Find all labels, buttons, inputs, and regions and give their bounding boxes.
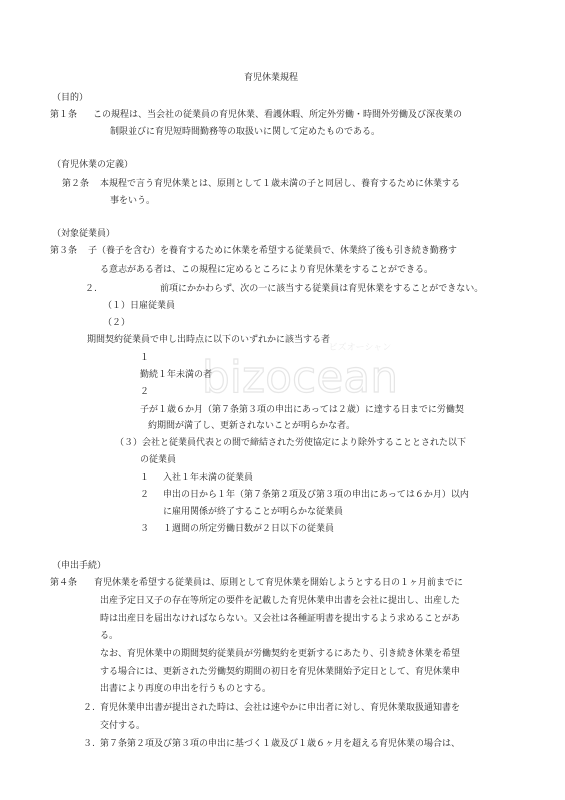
article-3-paragraph-text: 前項にかかわらず、次の一に該当する従業員は育児休業をすることができない。 bbox=[160, 284, 484, 294]
article-3-heading: （対象従業員） bbox=[52, 229, 116, 239]
list-item: （３）会社と従業員代表との間で締結された労使協定により除外することとされた以下 bbox=[115, 438, 467, 448]
article-3-text: る意志がある者は、この規程に定めるところにより育児休業をすることができる。 bbox=[100, 265, 434, 275]
article-4-heading: （申出手続） bbox=[52, 561, 107, 571]
article-4-text: 時は出産日を届出なければならない。又会社は各種証明書を提出するよう求めることがあ bbox=[100, 614, 461, 624]
list-item: の従業員 bbox=[140, 455, 177, 465]
sub-item-text: 約期間が満了し、更新されないことが明らかな者。 bbox=[148, 421, 356, 431]
list-item-text: 期間契約従業員で申し出時点に以下のいずれかに該当する者 bbox=[87, 335, 331, 345]
document-title: 育児休業規程 bbox=[244, 73, 299, 83]
article-3-paragraph-number: ２. bbox=[85, 284, 97, 294]
article-1-number: 第１条 bbox=[50, 110, 78, 120]
article-3-text: 子（養子を含む）を養育するために休業を希望する従業員で、休業終了後も引き続き勤務す bbox=[88, 246, 457, 256]
article-4-number: 第４条 bbox=[50, 578, 78, 588]
article-2-text: 事をいう。 bbox=[110, 196, 156, 206]
watermark-logo: bizocean bbox=[201, 352, 399, 403]
article-4-paragraph-text: 育児休業申出書が提出された時は、会社は速やかに申出者に対し、育児休業取扱通知書を bbox=[100, 703, 461, 713]
sub-item-text: に雇用関係が終了することが明らかな従業員 bbox=[163, 507, 344, 517]
sub-item-text: 申出の日から１年（第７条第２項及び第３項の申出にあっては６か月）以内 bbox=[163, 490, 469, 500]
article-2-heading: （育児休業の定義） bbox=[52, 160, 134, 170]
article-2-text: 本規程で言う育児休業とは、原則として１歳未満の子と同居し、養育するために休業する bbox=[100, 179, 461, 189]
article-4-paragraph-text: 第７条第２項及び第３項の申出に基づく１歳及び１歳６ヶ月を超える育児休業の場合は、 bbox=[100, 739, 461, 749]
article-4-paragraph-number: ３. bbox=[83, 739, 95, 749]
article-1-text: この規程は、当会社の従業員の育児休業、看護休暇、所定外労働・時間外労働及び深夜業の bbox=[93, 110, 463, 120]
article-1-heading: （目的） bbox=[52, 93, 89, 103]
sub-item-number: １ bbox=[140, 473, 150, 483]
article-4-text: 出産予定日又子の存在等所定の要件を記載した育児休業申出書を会社に提出し、出産した bbox=[100, 596, 461, 606]
article-3-number: 第３条 bbox=[50, 246, 78, 256]
article-4-text: 出書により再度の申出を行うものとする。 bbox=[100, 684, 272, 694]
sub-item-text: 子が１歳６か月（第７条第３項の申出にあっては２歳）に達する日までに労働契 bbox=[140, 405, 464, 415]
sub-item-text: １週間の所定労働日数が２日以下の従業員 bbox=[163, 524, 335, 534]
sub-item-number: ２ bbox=[140, 387, 150, 397]
article-4-text: なお、育児休業中の期間契約従業員が労働契約を更新するにあたり、引き続き休業を希望 bbox=[100, 649, 461, 659]
article-2-number: 第２条 bbox=[62, 179, 90, 189]
list-item: （２） bbox=[103, 318, 131, 328]
article-4-paragraph-text: 交付する。 bbox=[100, 721, 146, 731]
article-4-text: 育児休業を希望する従業員は、原則として育児休業を開始しようとする日の１ヶ月前までに bbox=[94, 578, 464, 588]
article-1-text: 制限並びに育児短時間勤務等の取扱いに関して定めたものである。 bbox=[110, 127, 381, 137]
sub-item-number: １ bbox=[140, 353, 150, 363]
watermark-kana: ビズオーシャン bbox=[328, 343, 392, 353]
sub-item-number: ２ bbox=[140, 490, 150, 500]
list-item: （１）日雇従業員 bbox=[103, 301, 176, 311]
sub-item-text: 勤続１年未満の者 bbox=[140, 370, 213, 380]
article-4-paragraph-number: ２. bbox=[83, 703, 95, 713]
sub-item-text: 入社１年未満の従業員 bbox=[163, 473, 254, 483]
article-4-text: る。 bbox=[100, 631, 119, 641]
sub-item-number: ３ bbox=[140, 524, 150, 534]
article-4-text: する場合には、更新された労働契約期間の初日を育児休業開始予定日として、育児休業申 bbox=[100, 667, 460, 677]
